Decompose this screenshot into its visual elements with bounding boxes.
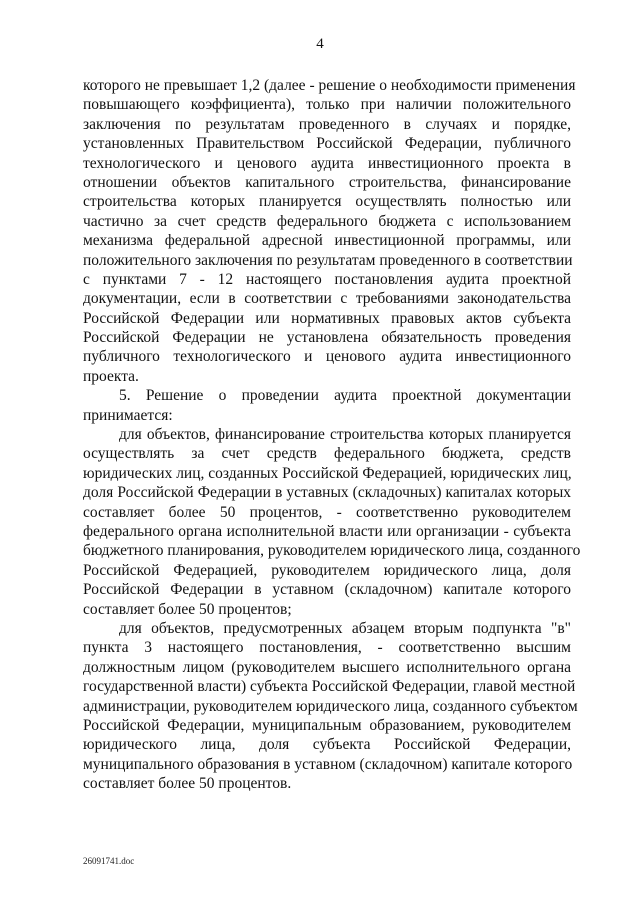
text-line: государственной власти) субъекта Российской Федерации, главой местной (83, 678, 576, 696)
text-line: федерального органа исполнительной власти или организации - субъекта (83, 522, 571, 540)
text-line: Российской Федерации в уставном (складочном) капитале которого (83, 581, 571, 599)
text-line: частично за счет средств федерального бюджета с использованием (83, 212, 571, 230)
text-line: Российской Федерацией, руководителем юридического лица, доля (83, 561, 571, 579)
text-line: установленных Правительством Российской Федерации, публичного (83, 135, 571, 153)
page-number: 4 (316, 36, 324, 52)
text-line: составляет более 50 процентов. (83, 775, 292, 793)
text-line: публичного технологического и ценового аудита инвестиционного (83, 348, 571, 366)
text-line: технологического и ценового аудита инвестиционного проекта в (83, 154, 571, 172)
text-line: администрации, руководителем юридического лица, созданного субъектом (83, 697, 578, 715)
text-line: отношении объектов капитального строительства, финансирование (83, 173, 571, 191)
text-line: муниципального образования в уставном (складочном) капитале которого (83, 755, 573, 773)
text-line: юридического лица, доля субъекта Российской Федерации, (83, 736, 571, 754)
text-line: строительства которых планируется осуществлять полностью или (83, 193, 571, 211)
document-filename: 26091741.doc (83, 856, 135, 866)
text-line: должностным лицом (руководителем высшего исполнительного органа (83, 658, 571, 676)
text-line: механизма федеральной адресной инвестиционной программы, или (83, 232, 571, 250)
text-line: 5. Решение о проведении аудита проектной документации (119, 387, 571, 405)
text-line: пункта 3 настоящего постановления, - соответственно высшим (83, 639, 571, 657)
text-line: для объектов, финансирование строительства которых планируется (119, 426, 571, 444)
text-line: юридических лиц, созданных Российской Федерацией, юридических лиц, (83, 464, 572, 482)
text-line: документации, если в соответствии с требованиями законодательства (83, 290, 571, 308)
text-line: Российской Федерации не установлена обязательность проведения (83, 329, 571, 347)
text-line: Российской Федерации или нормативных правовых актов субъекта (83, 309, 571, 327)
document-body (83, 76, 581, 793)
text-line: с пунктами 7 - 12 настоящего постановления аудита проектной (83, 270, 571, 288)
text-line: положительного заключения по результатам проведенного в соответствии (83, 251, 573, 269)
text-line: заключения по результатам проведенного в случаях и порядке, (83, 115, 571, 133)
text-line: для объектов, предусмотренных абзацем вторым подпункта "в" (119, 619, 571, 637)
text-line: повышающего коэффициента), только при наличии положительного (83, 96, 571, 114)
text-line: составляет более 50 процентов; (83, 600, 292, 618)
text-line: которого не превышает 1,2 (далее - решение о необходимости применения (83, 77, 576, 94)
text-line: составляет более 50 процентов, - соответственно руководителем (83, 503, 571, 521)
text-line: доля Российской Федерации в уставных (складочных) капиталах которых (83, 484, 571, 502)
text-line: принимается: (83, 406, 173, 424)
text-line: проекта. (83, 367, 139, 385)
text-line: бюджетного планирования, руководителем юридического лица, созданного (83, 542, 581, 560)
text-line: Российской Федерации, муниципальным образованием, руководителем (83, 716, 571, 734)
text-line: осуществлять за счет средств федерального бюджета, средств (83, 445, 571, 463)
